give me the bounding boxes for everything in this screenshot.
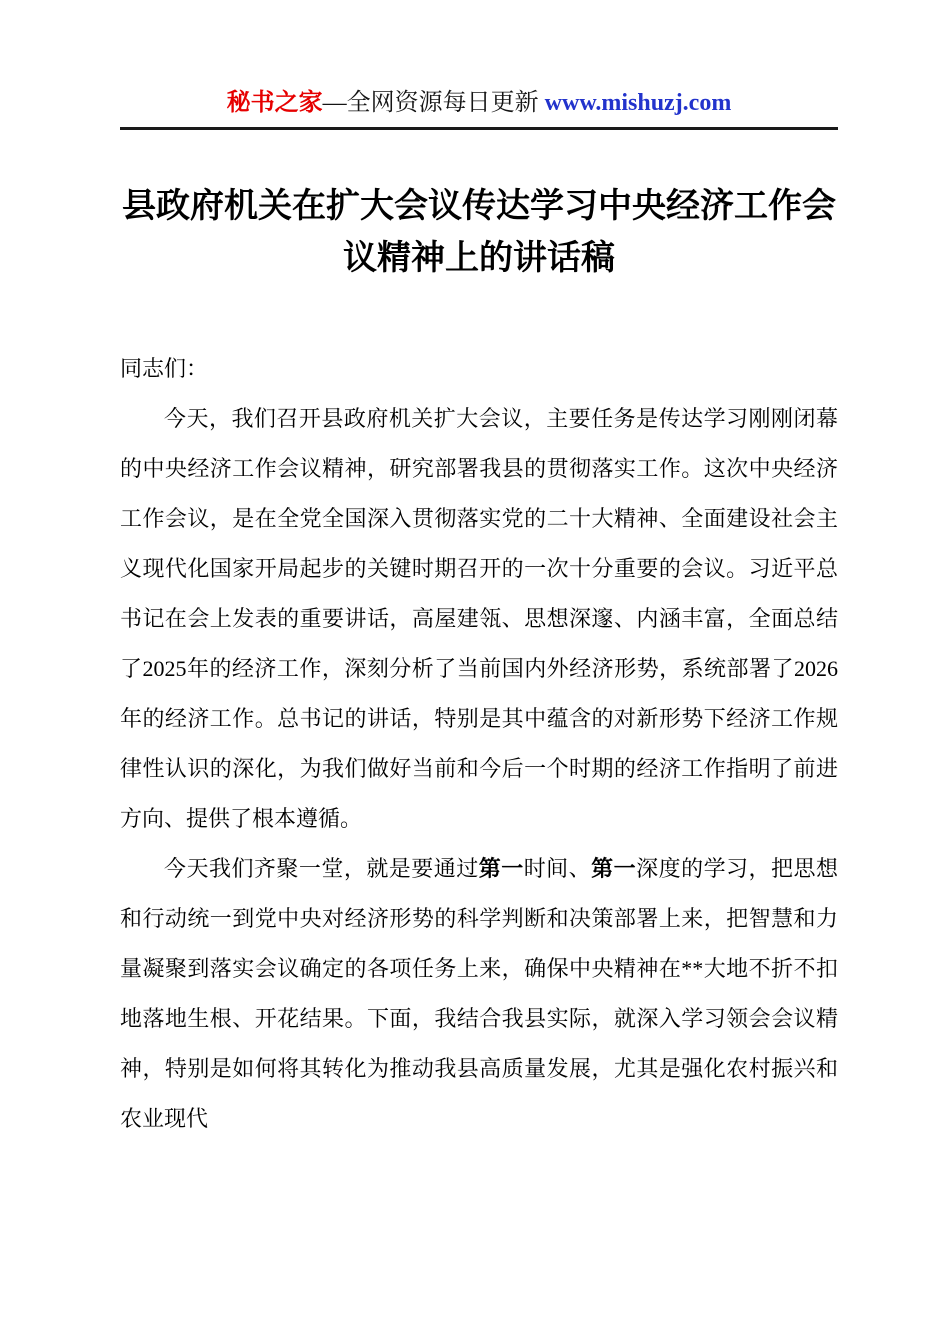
document-body: [120, 394, 838, 1144]
text-segment: 今天我们齐聚一堂，就是要通过: [164, 856, 479, 882]
text-segment: 今天，我们召开县政府机关扩大会议，主要任务是传达学习刚刚闭幕的中央经济工作会议精神，研究部署我县的贯彻落实工作。这次中央经济工作会议，是在全党全国深入贯彻落实党的二十大精神、全面建设社会主义现代化国家开局起步的关键时期召开的一次十分重要的会议。习近平总书记在会上发表的重要讲话，高屋建瓴、思想深邃、内涵丰富，全面总结了2025年的经济工作，深刻分析了当前国内外经济形势，系统部署了2026年的经济工作。总书记的讲话，特别是其中蕴含的对新形势下经济工作规律性认识的深化，为我们做好当前和今后一个时期的经济工作指明了前进方向、提供了根本遵循。: [120, 406, 838, 832]
document-title: 县政府机关在扩大会议传达学习中央经济工作会议精神上的讲话稿: [122, 187, 836, 278]
site-header: [120, 0, 838, 119]
site-brand: 秘书之家: [226, 90, 323, 116]
header-divider: [120, 127, 838, 130]
paragraph: [120, 394, 838, 844]
site-tagline: —全网资源每日更新: [322, 90, 539, 116]
text-segment: 时间、: [523, 856, 592, 882]
paragraph: [120, 844, 838, 1144]
bold-text-segment: 第一: [478, 856, 524, 882]
site-url-link[interactable]: www.mishuzj.com: [544, 90, 732, 116]
text-segment: 深度的学习，把思想和行动统一到党中央对经济形势的科学判断和决策部署上来，把智慧和力量凝聚到落实会议确定的各项任务上来，确保中央精神在**大地不折不扣地落地生根、开花结果。下面，我结合我县实际，就深入学习领会会议精神，特别是如何将其转化为推动我县高质量发展，尤其是强化农村振兴和农业现代: [120, 856, 838, 1132]
salutation: 同志们：: [120, 356, 209, 382]
bold-text-segment: 第一: [591, 856, 637, 882]
